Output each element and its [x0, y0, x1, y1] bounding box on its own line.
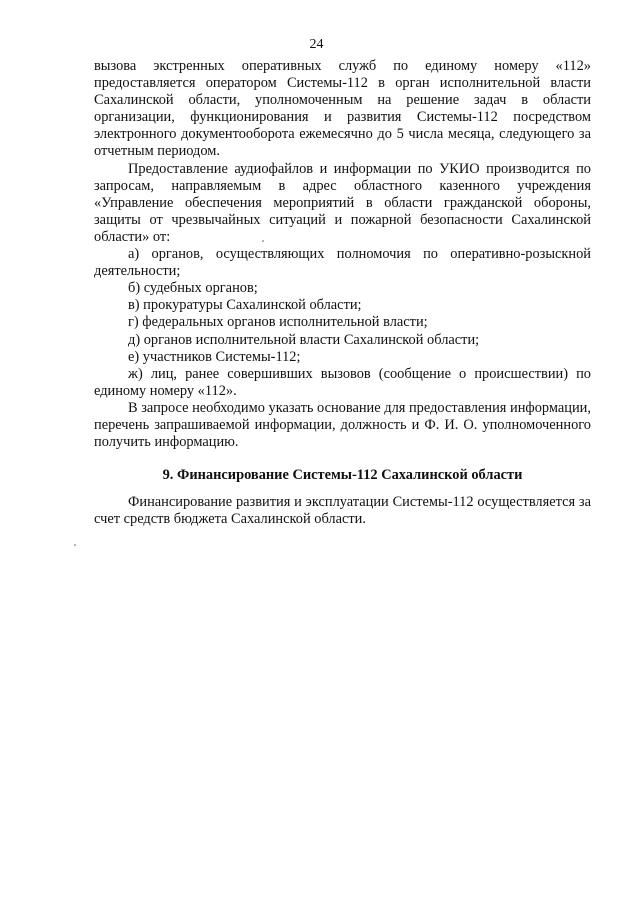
scan-speck	[262, 240, 264, 242]
document-body	[94, 58, 591, 528]
scan-speck	[74, 544, 76, 546]
paragraph-request-requirements: В запросе необходимо указать основание для предоставления информации, перечень запрашиваемой информации, должность и Ф. И. О. уполномоченного получить информацию.	[94, 399, 591, 451]
list-item: а) органов, осуществляющих полномочия по оперативно-розыскной деятельности;	[94, 246, 591, 280]
list-item: в) прокуратуры Сахалинской области;	[128, 297, 362, 314]
list-item: д) органов исполнительной власти Сахалинской области;	[128, 331, 480, 348]
list-item: г) федеральных органов исполнительной власти;	[128, 314, 428, 331]
list-item: б) судебных органов;	[128, 280, 258, 297]
paragraph-financing: Финансирование развития и эксплуатации Системы-112 осуществляется за счет средств бюджета Сахалинской области.	[94, 494, 591, 528]
section-heading: 9. Финансирование Системы-112 Сахалинской области	[162, 467, 523, 484]
list-item: ж) лиц, ранее совершивших вызовов (сообщение о происшествии) по единому номеру «112».	[94, 365, 591, 399]
paragraph-audio-requests: Предоставление аудиофайлов и информации по УКИО производится по запросам, направляемым в адрес областного казенного учреждения «Управление обеспечения мероприятий в области гражданской обороны, защиты от чрезвычайных ситуаций и пожарной безопасности Сахалинской области» от:	[94, 160, 591, 245]
list-item: е) участников Системы-112;	[128, 348, 301, 365]
page-number: 24	[309, 37, 324, 52]
paragraph-reporting: вызова экстренных оперативных служб по единому номеру «112» предоставляется оператором Системы-112 в орган исполнительной власти Сахалинской области, уполномоченным на решение задач в области организации, функционирования и развития Системы-112 посредством электронного документооборота ежемесячно до 5 числа месяца, следующего за отчетным периодом.	[94, 58, 591, 160]
